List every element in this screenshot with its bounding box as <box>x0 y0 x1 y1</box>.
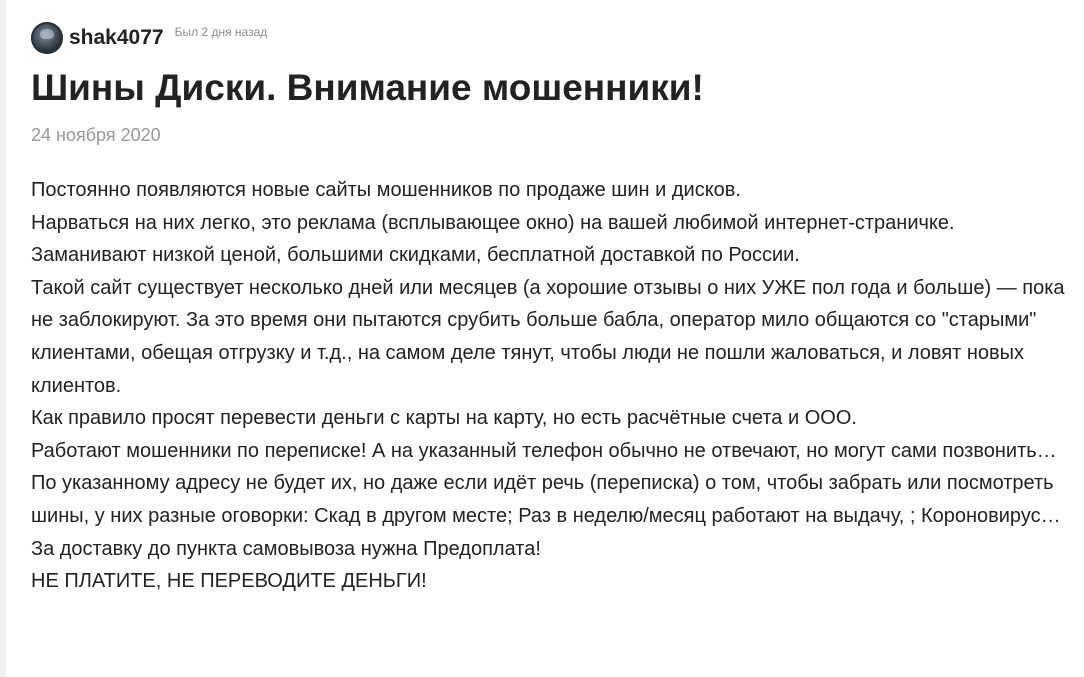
post-paragraph: Заманивают низкой ценой, большими скидками, бесплатной доставкой по России. <box>31 244 800 267</box>
author-block <box>31 21 267 55</box>
post-paragraph: Работают мошенники по переписке! А на указанный телефон обычно не отвечают, но могут сами позвонить… <box>31 439 1057 462</box>
author-last-seen: Был 2 дня назад <box>174 25 268 39</box>
post-paragraph: Нарваться на них легко, это реклама (всплывающее окно) на вашей любимой интернет-страничке. <box>31 211 955 234</box>
post-paragraph: Как правило просят перевести деньги с карты на карту, но есть расчётные счета и ООО. <box>31 407 857 430</box>
post-paragraph: НЕ ПЛАТИТЕ, НЕ ПЕРЕВОДИТЕ ДЕНЬГИ! <box>31 570 427 593</box>
author-username[interactable]: shak4077 <box>69 26 164 49</box>
post-paragraph: По указанному адресу не будет их, но даже если идёт речь (переписка) о том, чтобы забрать или посмотреть шины, у них разные оговорки: Скад в другом месте; Раз в неделю/месяц работают на выдачу, ; Короновирус… <box>31 472 1061 527</box>
post-date: 24 ноября 2020 <box>31 125 161 145</box>
post-paragraph: Постоянно появляются новые сайты мошенников по продаже шин и дисков. <box>31 179 741 201</box>
post-title: Шины Диски. Внимание мошенники! <box>31 67 704 108</box>
user-avatar[interactable] <box>31 22 63 54</box>
post-body <box>31 174 1071 598</box>
post-paragraph: Такой сайт существует несколько дней или месяцев (а хорошие отзывы о них УЖЕ пол года и больше) — пока не заблокируют. За это время они пытаются срубить больше бабла, оператор мило общаются со "старыми" клиентами, обещая отгрузку и т.д., на самом деле тянут, чтобы люди не пошли жаловаться, и ловят новых клиентов. <box>31 276 1065 397</box>
post-paragraph: За доставку до пункта самовывоза нужна Предоплата! <box>31 537 541 560</box>
